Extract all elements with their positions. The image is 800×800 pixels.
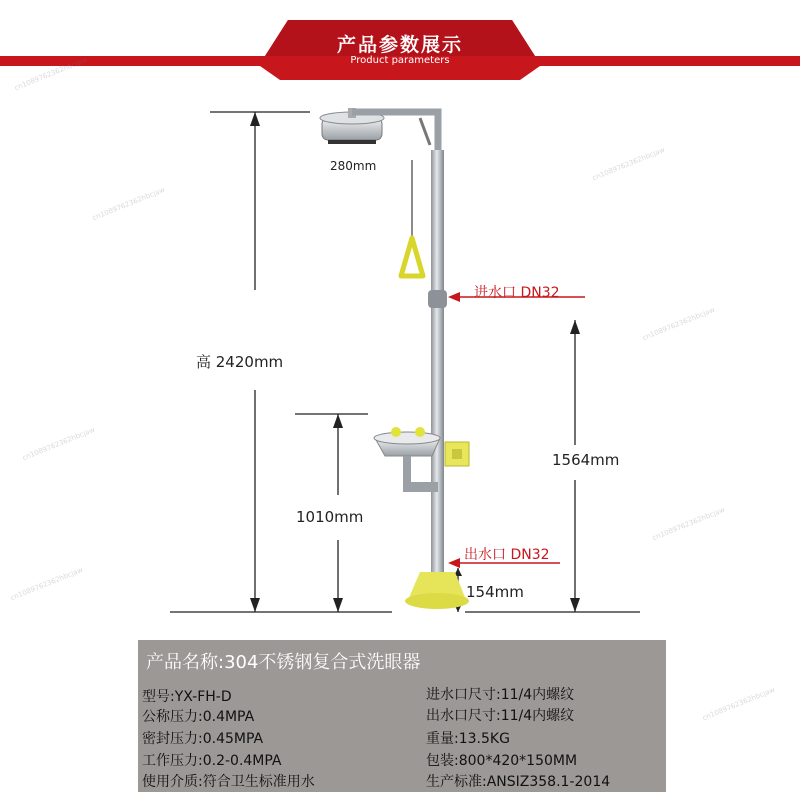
shower-diameter-label: 280mm xyxy=(330,159,377,173)
pull-handle xyxy=(401,238,423,276)
watermark: cn1089762362hbcjaw xyxy=(21,425,97,463)
watermark: cn1089762362hbcjaw xyxy=(651,505,727,543)
spec-packaging: 包装:800*420*150MM xyxy=(426,753,578,769)
product-name: 产品名称:304不锈钢复合式洗眼器 xyxy=(146,652,421,673)
spec-model: 型号:YX-FH-D xyxy=(142,689,232,705)
spec-nominal-pressure: 公称压力:0.4MPA xyxy=(142,709,255,725)
watermark: cn1089762362hbcjaw xyxy=(701,685,777,723)
dimension-arrows xyxy=(250,112,580,612)
watermark: cn1089762362hbcjaw xyxy=(13,55,89,93)
watermark: cn1089762362hbcjaw xyxy=(9,565,85,603)
spec-outlet-size: 出水口尺寸:11/4内螺纹 xyxy=(426,708,575,724)
watermark: cn1089762362hbcjaw xyxy=(91,185,167,223)
watermark: cn1089762362hbcjaw xyxy=(591,145,667,183)
page-title: 产品参数展示 xyxy=(336,34,463,56)
spec-inlet-size: 进水口尺寸:11/4内螺纹 xyxy=(426,687,575,703)
watermark: cn1089762362hbcjaw xyxy=(641,305,717,343)
outlet-label: 出水口 DN32 xyxy=(464,547,550,563)
page-subtitle: Product parameters xyxy=(350,55,450,66)
main-pipe xyxy=(431,150,444,590)
spec-weight: 重量:13.5KG xyxy=(426,731,510,747)
spec-working-pressure: 工作压力:0.2-0.4MPA xyxy=(142,753,282,769)
eyewash-bowl xyxy=(374,427,469,492)
total-height-label: 高 2420mm xyxy=(196,353,284,371)
spec-standard: 生产标准:ANSIZ358.1-2014 xyxy=(426,774,611,790)
spec-medium: 使用介质:符合卫生标准用水 xyxy=(142,774,315,790)
spec-seal-pressure: 密封压力:0.45MPA xyxy=(142,731,264,747)
inlet-label: 进水口 DN32 xyxy=(474,285,560,301)
outlet-height-label: 154mm xyxy=(466,583,524,601)
bowl-height-label: 1010mm xyxy=(296,508,364,526)
inlet-height-label: 1564mm xyxy=(552,451,620,469)
